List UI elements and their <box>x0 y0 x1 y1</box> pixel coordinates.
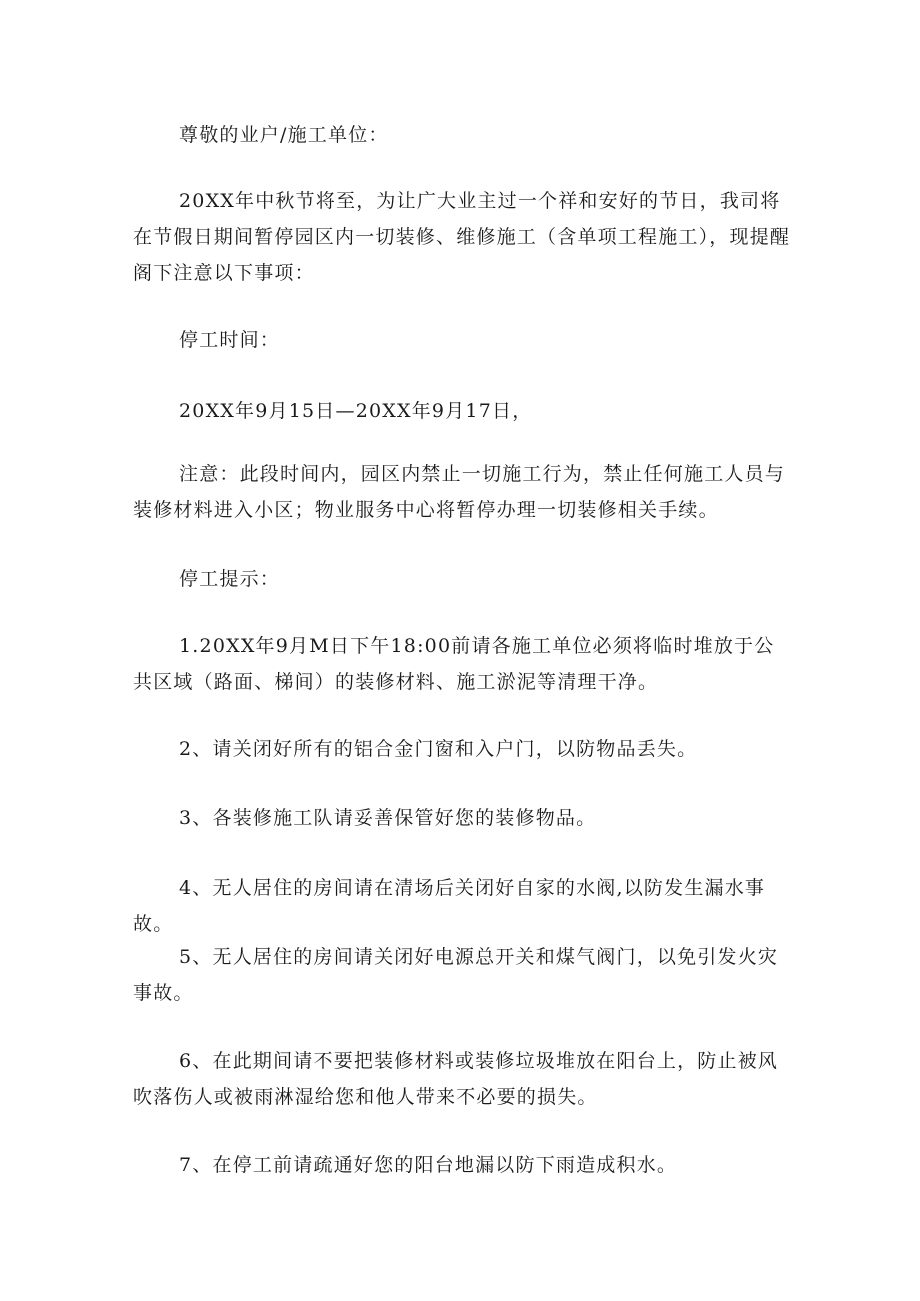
notice-paragraph: 注意：此段时间内，园区内禁止一切施工行为，禁止任何施工人员与装修材料进入小区；物业服务中心将暂停办理一切装修相关手续。 <box>133 463 786 521</box>
tip-item-4: 4、无人居住的房间请在清场后关闭好自家的水阀,以防发生漏水事故。 <box>133 877 766 935</box>
tips-heading: 停工提示： <box>179 568 281 590</box>
tip-item-2: 2、请关闭好所有的铝合金门窗和入户门，以防物品丢失。 <box>179 738 698 760</box>
tip-item-1: 1.20XX年9月M日下午18:00前请各施工单位必须将临时堆放于公共区域（路面、梯间）的装修材料、施工淤泥等清理干净。 <box>133 635 775 693</box>
salutation: 尊敬的业户/施工单位： <box>179 124 389 146</box>
stop-time-heading: 停工时间： <box>179 329 281 351</box>
tip-item-6: 6、在此期间请不要把装修材料或装修垃圾堆放在阳台上，防止被风吹落伤人或被雨淋湿给您和他人带来不必要的损失。 <box>133 1050 779 1108</box>
tip-item-5: 5、无人居住的房间请关闭好电源总开关和煤气阀门，以免引发火灾事故。 <box>133 946 779 1004</box>
stop-time-value: 20XX年9月15日—20XX年9月17日， <box>179 400 533 422</box>
tip-item-7: 7、在停工前请疏通好您的阳台地漏以防下雨造成积水。 <box>179 1154 678 1176</box>
intro-paragraph: 20XX年中秋节将至，为让广大业主过一个祥和安好的节日，我司将在节假日期间暂停园区内一切装修、维修施工（含单项工程施工），现提醒阁下注意以下事项： <box>133 190 791 284</box>
tip-item-3: 3、各装修施工队请妥善保管好您的装修物品。 <box>179 807 597 829</box>
